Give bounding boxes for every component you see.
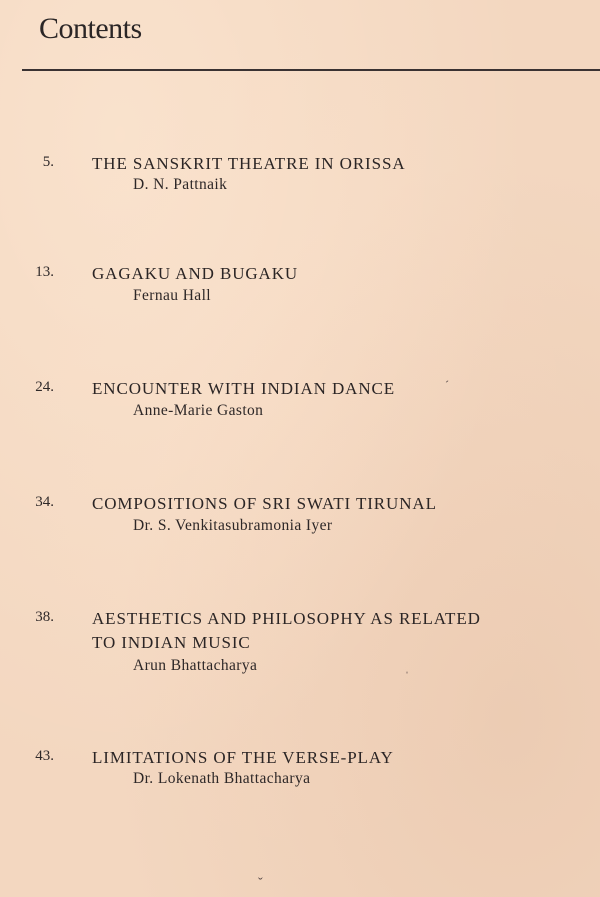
- ink-speck: ˇ: [258, 876, 263, 891]
- entry-author: Fernau Hall: [133, 287, 212, 304]
- entry-author: Dr. Lokenath Bhattacharya: [133, 770, 311, 787]
- entry-title: LIMITATIONS OF THE VERSE-PLAY: [92, 748, 394, 767]
- entry-title-line-2: TO INDIAN MUSIC: [92, 633, 251, 652]
- page-number: 34.: [35, 494, 54, 510]
- ink-speck: ´: [445, 378, 449, 392]
- entry-author: Dr. S. Venkitasubramonia Iyer: [133, 517, 333, 534]
- header-divider: [22, 69, 600, 71]
- page-number: 13.: [35, 264, 54, 280]
- page-number: 24.: [35, 379, 54, 395]
- page-number: 5.: [42, 154, 54, 170]
- page-number: 43.: [35, 748, 54, 764]
- page-title: Contents: [39, 12, 142, 45]
- entry-title: THE SANSKRIT THEATRE IN ORISSA: [92, 154, 406, 173]
- ink-speck: ˌ: [405, 660, 409, 674]
- page-number: 38.: [35, 609, 54, 625]
- entry-title-line-1: AESTHETICS AND PHILOSOPHY AS RELATED: [92, 609, 481, 628]
- entry-title: GAGAKU AND BUGAKU: [92, 264, 299, 283]
- entry-author: D. N. Pattnaik: [133, 176, 228, 193]
- entry-title: COMPOSITIONS OF SRI SWATI TIRUNAL: [92, 494, 437, 513]
- entry-author: Anne-Marie Gaston: [133, 402, 264, 419]
- entry-author: Arun Bhattacharya: [133, 657, 258, 674]
- entry-title: ENCOUNTER WITH INDIAN DANCE: [92, 379, 396, 398]
